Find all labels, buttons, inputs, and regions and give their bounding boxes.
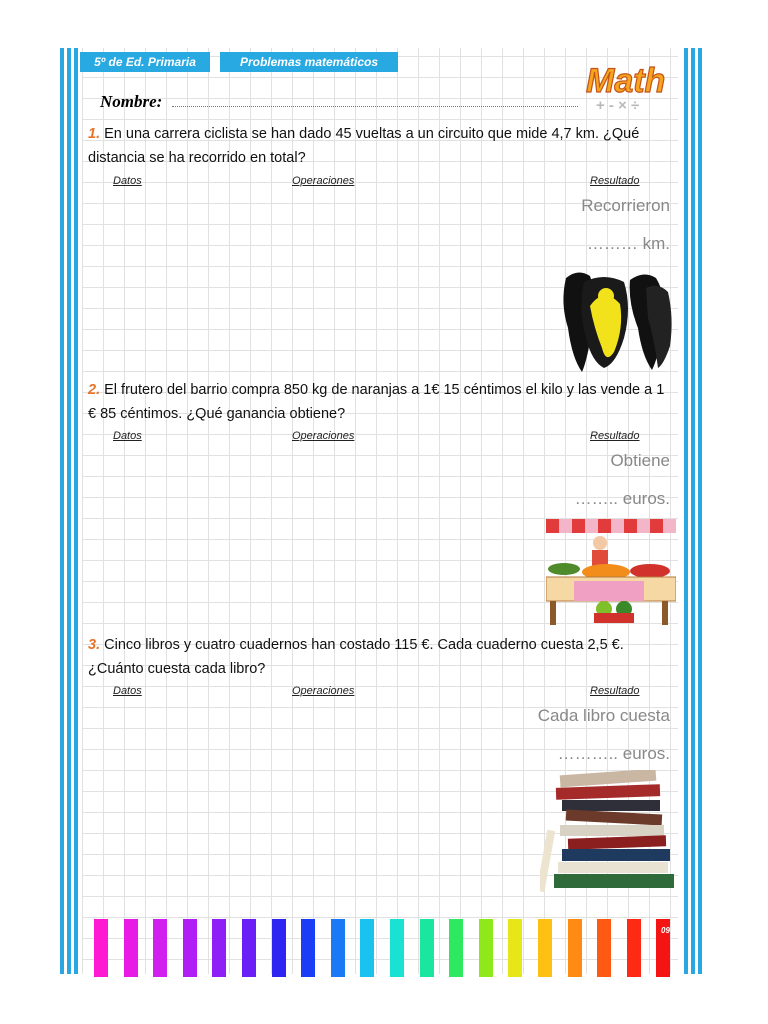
name-line [172,106,578,107]
color-bar [183,919,197,977]
problem-number: 2. [88,382,101,398]
datos-header: Datos [113,175,142,187]
answer-line-1: Obtiene [610,451,670,470]
math-logo [584,56,684,114]
resultado-header: Resultado [590,175,640,187]
operaciones-header: Operaciones [292,175,355,187]
color-bar [360,919,374,977]
color-bar [94,919,108,977]
color-bar [420,919,434,977]
color-bar [390,919,404,977]
operaciones-header: Operaciones [292,430,355,442]
color-bar [331,919,345,977]
datos-header: Datos [113,430,142,442]
problem-1 [88,122,668,170]
problem-3 [88,633,668,681]
problem-number: 1. [88,126,101,142]
left-border-stripe [67,48,71,974]
answer-line-2: ……….. euros. [557,744,670,763]
resultado-header: Resultado [590,685,640,697]
color-bar [124,919,138,977]
answer-line-2: …….. euros. [574,489,670,508]
datos-header: Datos [113,685,142,697]
color-bar [153,919,167,977]
name-label: Nombre: [100,92,163,111]
problem-2 [88,378,668,426]
right-border-stripe [684,48,688,974]
problem-text: En una carrera ciclista se han dado 45 vueltas a un circuito que mide 4,7 km. ¿Qué distancia se ha recorrido en total? [88,126,640,166]
answer-line-1: Recorrieron [581,196,670,215]
cyclists-illustration [558,268,674,374]
problem-text: El frutero del barrio compra 850 kg de naranjas a 1€ 15 céntimos el kilo y las vende a 1 € 85 céntimos. ¿Qué ganancia obtiene? [88,382,665,422]
math-symbols: + - × ÷ [596,97,640,114]
color-bar [242,919,256,977]
color-bar [212,919,226,977]
answer-line-2: ……… km. [586,234,670,253]
problem-number: 3. [88,637,101,653]
right-border-stripe [698,48,702,974]
color-bar [449,919,463,977]
color-bar [627,919,641,977]
color-bar [272,919,286,977]
operaciones-header: Operaciones [292,685,355,697]
color-bar [538,919,552,977]
color-bar [597,919,611,977]
topic-label: Problemas matemáticos [220,52,398,72]
color-bar [479,919,493,977]
grade-label: 5º de Ed. Primaria [80,52,210,72]
color-bar [508,919,522,977]
right-border-stripe [691,48,695,974]
color-bar [568,919,582,977]
problem-text: Cinco libros y cuatro cuadernos han costado 115 €. Cada cuaderno cuesta 2,5 €. ¿Cuánto cuesta cada libro? [88,637,624,677]
color-bar [301,919,315,977]
answer-line-1: Cada libro cuesta [537,706,670,725]
left-border-stripe [60,48,64,974]
resultado-header: Resultado [590,430,640,442]
page-number: 09 [661,926,670,935]
math-logo-text: Math [586,62,666,100]
left-border-stripe [74,48,78,974]
fruit-stand-illustration [546,517,676,627]
book-stack-photo [540,770,678,898]
